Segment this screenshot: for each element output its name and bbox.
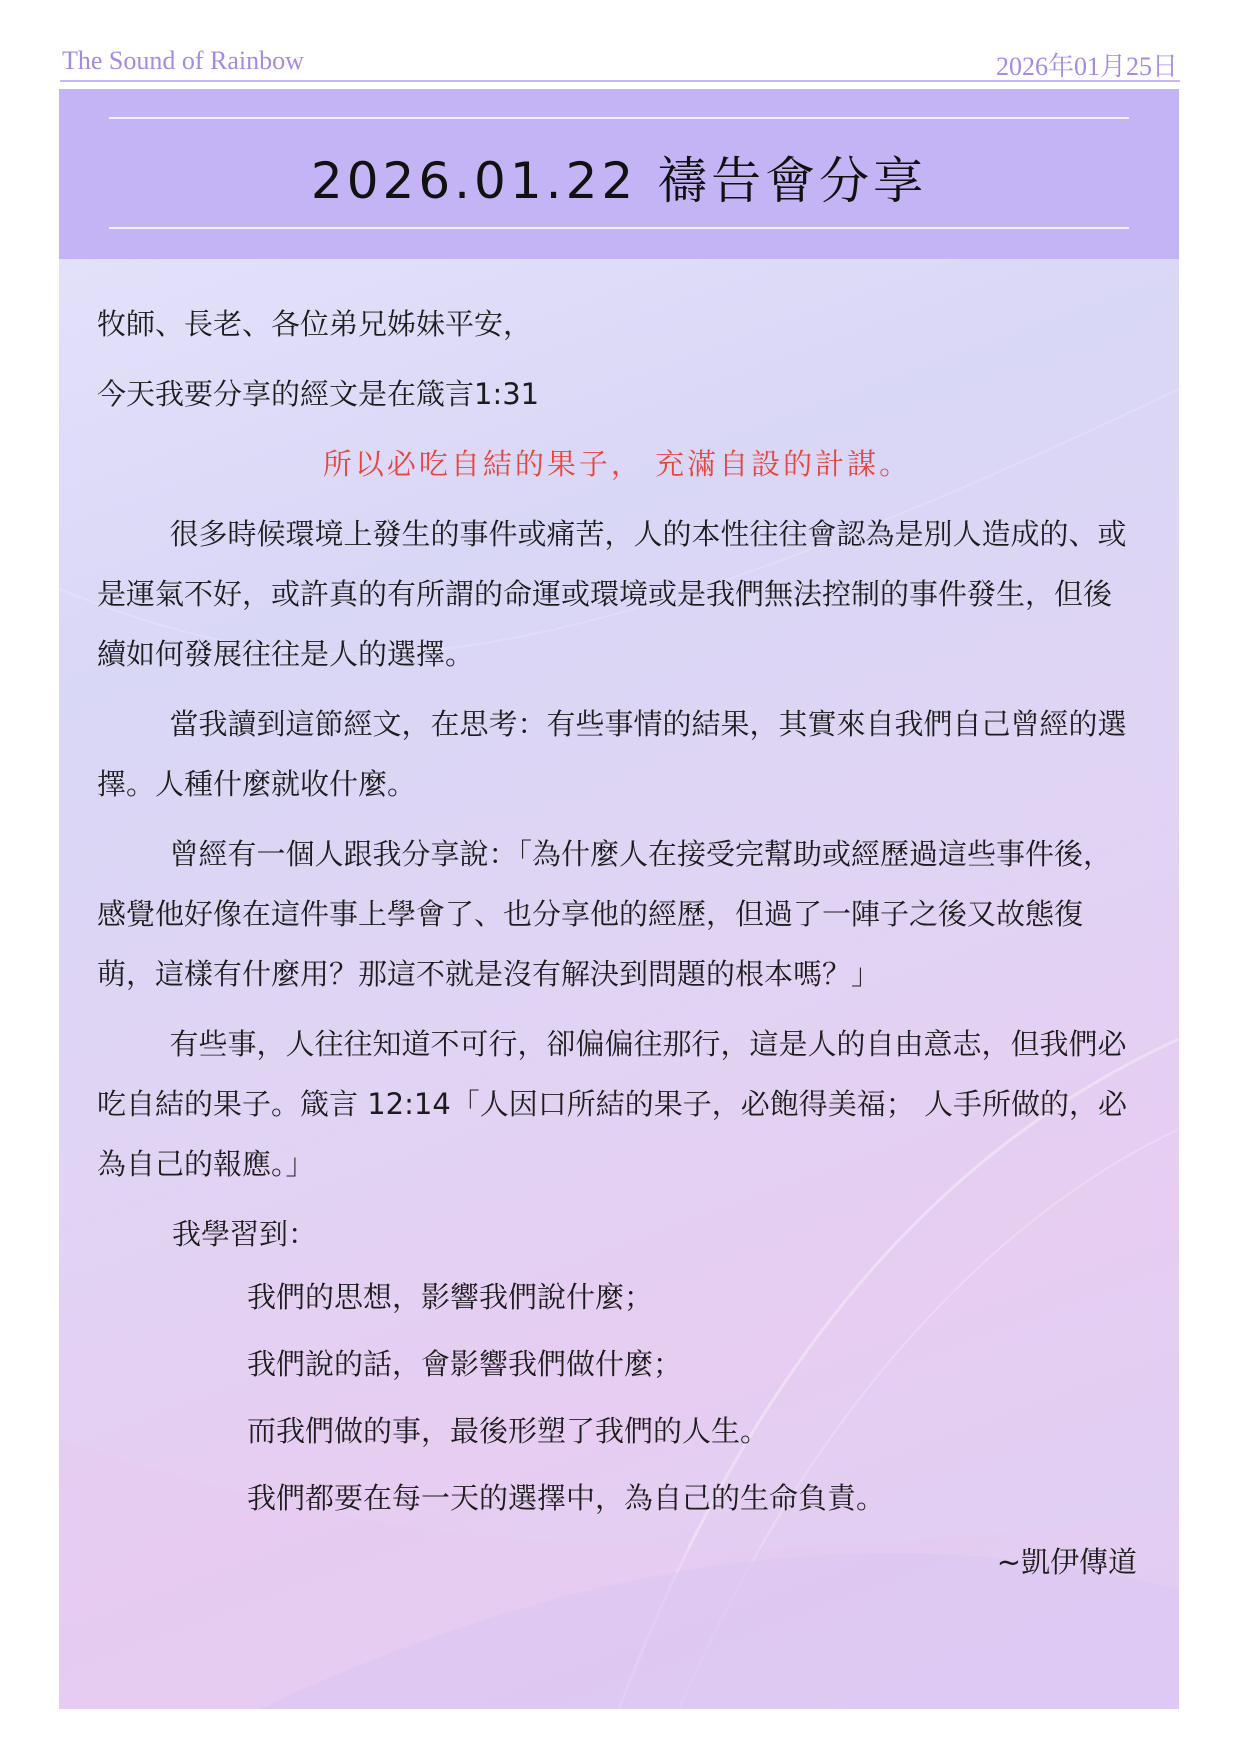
intro: 今天我要分享的經文是在箴言1:31	[97, 377, 540, 411]
paragraph: 很多時候環境上發生的事件或痛苦，人的本性往往會認為是別人造成的、或是運氣不好，或許真的有所謂的命運或環境或是我們無法控制的事件發生，但後續如何發展往往是人的選擇。	[97, 517, 1127, 671]
learned-list	[97, 1264, 1137, 1532]
paragraph: 曾經有一個人跟我分享說：「為什麼人在接受完幫助或經歷過這些事件後，感覺他好像在這件事上學會了、也分享他的經歷，但過了一陣子之後又故態復萌，這樣有什麼用？那這不就是沒有解決到問題的根本嗎？」	[97, 837, 1113, 991]
learned-item: 我們的思想，影響我們說什麼；	[247, 1280, 654, 1314]
title-rule-bottom	[109, 227, 1129, 229]
publication-date: 2026年01月25日	[995, 52, 1178, 81]
signature: ~凱伊傳道	[996, 1545, 1137, 1579]
title-rule-top	[109, 117, 1129, 119]
page-header	[60, 40, 1180, 82]
greeting: 牧師、長老、各位弟兄姊妹平安，	[97, 307, 533, 341]
paragraph: 當我讀到這節經文，在思考：有些事情的結果，其實來自我們自己曾經的選擇。人種什麼就收什麼。	[97, 707, 1127, 801]
learned-item: 而我們做的事，最後形塑了我們的人生。	[247, 1414, 770, 1448]
title-band	[59, 89, 1179, 259]
paragraph: 有些事，人往往知道不可行，卻偏偏往那行，這是人的自由意志，但我們必吃自結的果子。箴言 12:14「人因口所結的果子，必飽得美福； 人手所做的，必為自己的報應。」	[97, 1027, 1128, 1181]
learned-heading: 我學習到：	[172, 1217, 318, 1251]
content-card	[59, 89, 1179, 1709]
article-body	[97, 294, 1137, 1592]
page-title: 2026.01.22 禱告會分享	[310, 152, 928, 210]
publication-name: The Sound of Rainbow	[62, 46, 304, 75]
scripture-verse: 所以必吃自結的果子， 充滿自設的計謀。	[322, 447, 912, 481]
learned-item: 我們都要在每一天的選擇中，為自己的生命負責。	[247, 1481, 886, 1515]
learned-item: 我們說的話，會影響我們做什麼；	[247, 1347, 683, 1381]
